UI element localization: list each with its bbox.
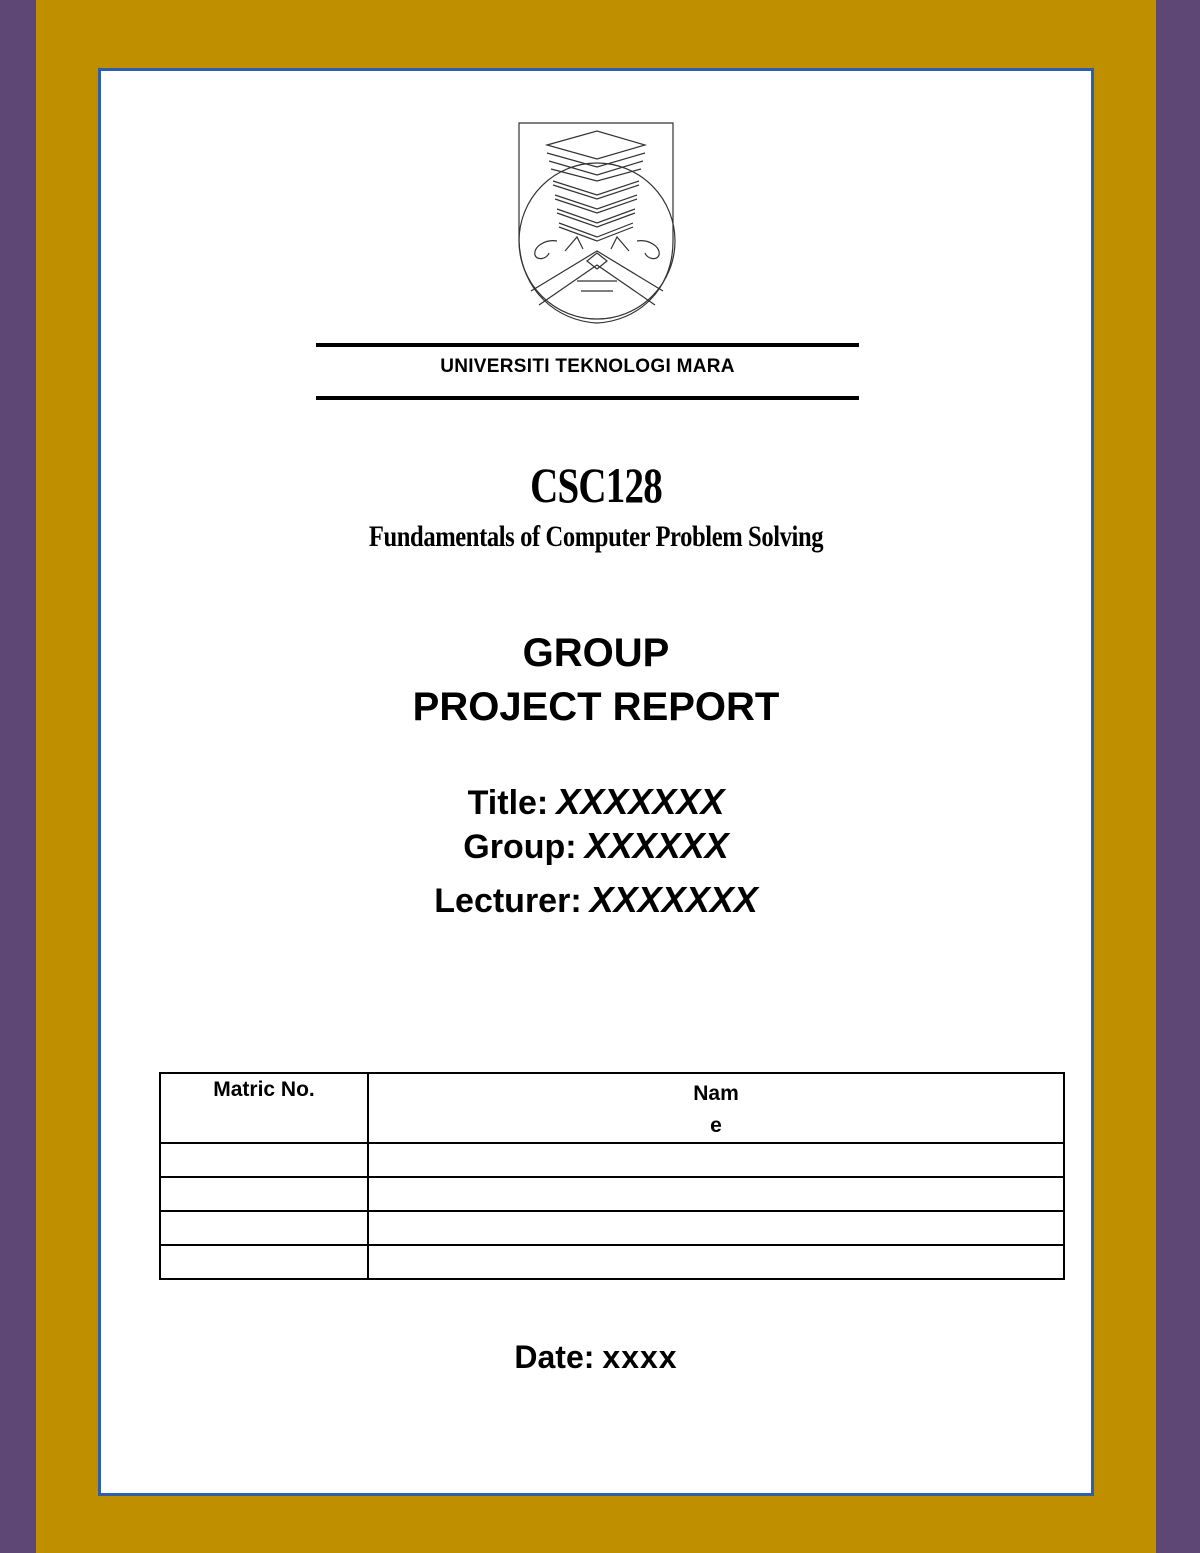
cover-page xyxy=(98,68,1094,1496)
matric-cell[interactable] xyxy=(160,1177,368,1211)
university-name: UNIVERSITI TEKNOLOGI MARA xyxy=(440,356,735,377)
course-code: CSC128 xyxy=(530,457,662,513)
report-title-line1: GROUP xyxy=(522,631,670,675)
name-cell[interactable] xyxy=(368,1211,1064,1245)
members-table xyxy=(159,1072,1065,1280)
table-row xyxy=(160,1177,1064,1211)
table-header-row xyxy=(160,1073,1064,1143)
name-header xyxy=(368,1073,1064,1143)
group-value: XXXXXX xyxy=(584,825,729,866)
bottom-rule xyxy=(316,396,859,400)
table-row xyxy=(160,1143,1064,1177)
name-header-line2: e xyxy=(710,1114,722,1137)
name-cell[interactable] xyxy=(368,1143,1064,1177)
matric-cell[interactable] xyxy=(160,1211,368,1245)
course-name: Fundamentals of Computer Problem Solving xyxy=(368,520,824,553)
date-label: Date: xyxy=(514,1339,595,1375)
date-line xyxy=(101,1339,1091,1376)
lecturer-value: XXXXXXX xyxy=(589,879,758,920)
name-cell[interactable] xyxy=(368,1177,1064,1211)
table-row xyxy=(160,1211,1064,1245)
title-label: Title: xyxy=(467,784,549,822)
title-value: XXXXXXX xyxy=(556,781,725,822)
report-title-line2: PROJECT REPORT xyxy=(412,685,780,729)
matric-cell[interactable] xyxy=(160,1245,368,1279)
lecturer-label: Lecturer: xyxy=(434,882,582,920)
date-value: xxxx xyxy=(602,1339,678,1375)
lecturer-line xyxy=(101,879,1091,921)
name-header-line1: Nam xyxy=(693,1082,739,1105)
group-label: Group: xyxy=(463,828,577,866)
matric-cell[interactable] xyxy=(160,1143,368,1177)
matric-no-header: Matric No. xyxy=(160,1073,368,1143)
uitm-crest-icon xyxy=(517,121,679,327)
top-rule xyxy=(316,343,859,347)
report-title xyxy=(101,626,1091,734)
table-row xyxy=(160,1245,1064,1279)
name-cell[interactable] xyxy=(368,1245,1064,1279)
group-line xyxy=(101,825,1091,867)
title-line xyxy=(101,781,1091,823)
